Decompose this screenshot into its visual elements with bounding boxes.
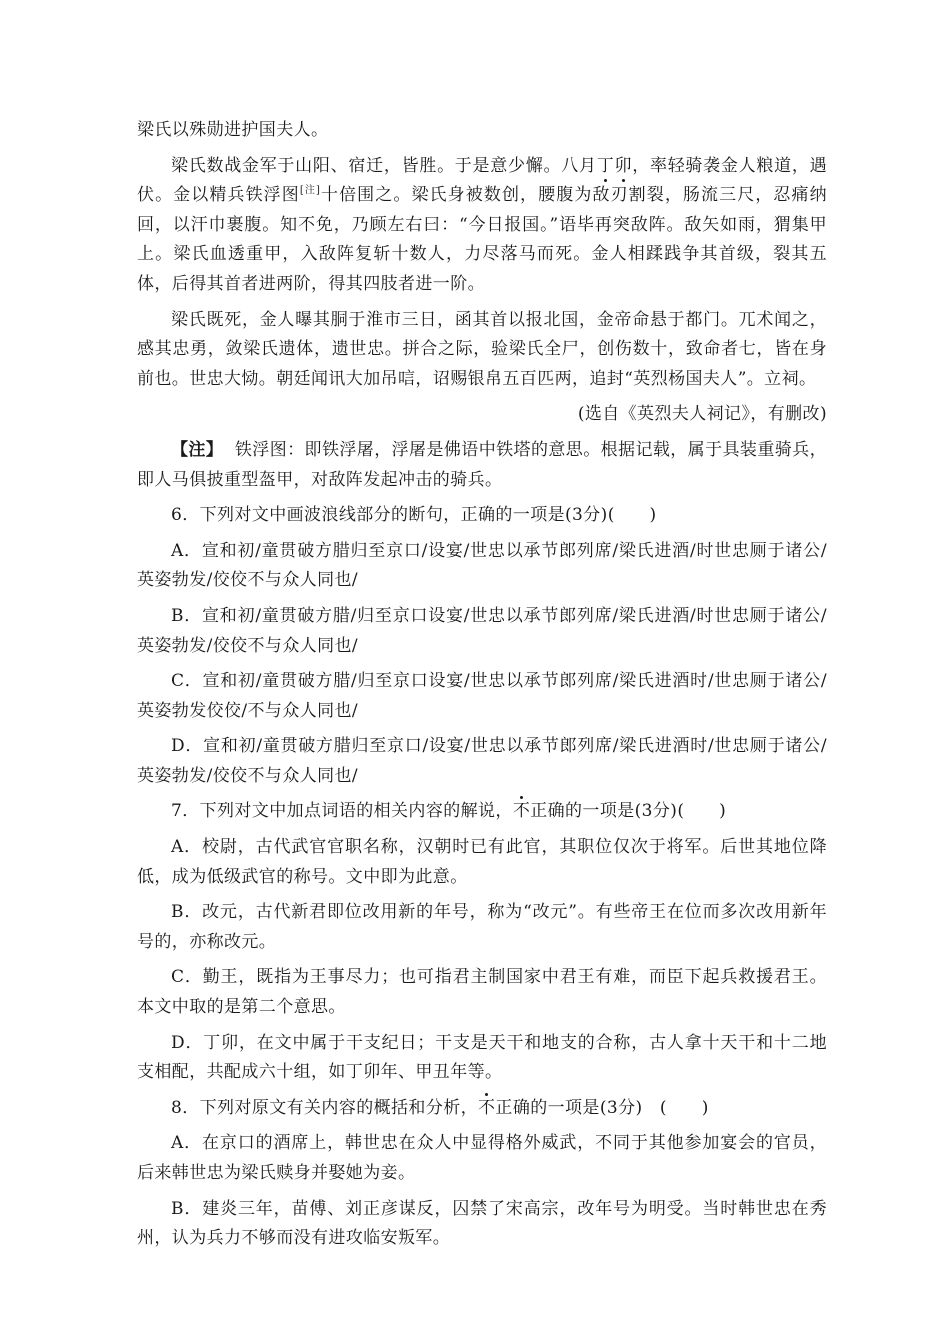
footnote-marker: [注] <box>299 185 321 197</box>
question-6-stem: 6．下列对文中画波浪线部分的断句，正确的一项是(3分)( ) <box>171 505 657 526</box>
passage-text: 梁氏数战金军于山阳、宿迁，皆胜。于是意少懈。八月 <box>171 155 597 176</box>
stem-text: 正确的一项是(3分) ( ) <box>495 1097 709 1118</box>
passage-text: 十倍围之。梁氏身被数创，腰腹为敌刃割裂，肠流三尺，忍痛纳回，以汗巾裹腹。知不免，乃顾左右曰：“今日报国。”语毕再突敌阵。敌矢如雨，猬集甲上。梁氏血透重甲，入敌阵复斩十数人，力尽落马而死。金人相蹂践争其首级，裂其五体，后得其首者进两阶，得其四肢者进一阶。 <box>137 185 827 294</box>
question-6-option-a: A．宣和初/童贯破方腊归至京口/设宴/世忠以承节郎列席/梁氏进酒/时世忠厕于诸公/英姿勃发/佼佼不与众人同也/ <box>137 540 827 591</box>
dotted-char: 不 <box>512 801 531 822</box>
annotation-note <box>137 436 827 495</box>
note-text: 铁浮图：即铁浮屠，浮屠是佛语中铁塔的意思。根据记载，属于具装重骑兵，即人马俱披重型盔甲，对敌阵发起冲击的骑兵。 <box>137 439 827 490</box>
source-citation: (选自《英烈夫人祠记》，有删改) <box>577 404 827 425</box>
dotted-char: 丁 <box>596 155 615 176</box>
question-6-option-d: D．宣和初/童贯破方腊归至京口/设宴/世忠以承节郎列席/梁氏进酒时/世忠厕于诸公/英姿勃发/佼佼不与众人同也/ <box>137 736 827 786</box>
dotted-char: 不 <box>478 1097 496 1118</box>
passage-paragraph-0 <box>137 116 827 146</box>
note-label: 【注】 <box>171 439 224 460</box>
question-8-option-b: B．建炎三年，苗傅、刘正彦谋反，囚禁了宋高宗，改年号为明受。当时韩世忠在秀州，认为兵力不够而没有进攻临安叛军。 <box>137 1198 827 1249</box>
passage-text: 梁氏以殊勋进护国夫人。 <box>137 120 329 140</box>
passage-paragraph-2 <box>137 306 827 395</box>
question-7-option-c: C．勤王，既指为王事尽力；也可指君主制国家中君王有难，而臣下起兵救援君王。本文中取的是第二个意思。 <box>137 967 827 1018</box>
question-8-option-a: A．在京口的酒席上，韩世忠在众人中显得格外威武，不同于其他参加宴会的官员，后来韩世忠为梁氏赎身并娶她为妾。 <box>137 1133 827 1183</box>
stem-text: 正确的一项是(3分)( ) <box>530 801 727 822</box>
question-7-option-a: A．校尉，古代武官官职名称，汉朝时已有此官，其职位仅次于将军。后世其地位降低，成为低级武官的称号。文中即为此意。 <box>137 837 827 887</box>
stem-text: 7．下列对文中加点词语的相关内容的解说， <box>171 801 513 822</box>
passage-paragraph-1 <box>137 152 827 300</box>
question-7-option-d: D．丁卯，在文中属于干支纪日；干支是天干和地支的合称，古人拿十天干和十二地支相配，共配成六十组，如丁卯年、甲丑年等。 <box>137 1032 827 1083</box>
dotted-char: 卯 <box>614 155 633 176</box>
question-7-stem <box>137 797 827 827</box>
question-6-option-b: B．宣和初/童贯破方腊/归至京口设宴/世忠以承节郎列席/梁氏进酒/时世忠厕于诸公/英姿勃发/佼佼不与众人同也/ <box>137 605 827 656</box>
passage-text: 梁氏既死，金人曝其胴于淮市三日，函其首以报北国，金帝命悬于都门。兀术闻之，感其忠勇，敛梁氏遗体，遗世忠。拼合之际，验梁氏全尸，创伤数十，致命者七，皆在身前也。世忠大恸。朝廷闻讯大加吊唁，诏赐银帛五百匹两，追封“英烈杨国夫人”。立祠。 <box>137 309 827 389</box>
question-8-stem <box>137 1094 827 1124</box>
document-body <box>137 116 827 1260</box>
passage-text: ，率轻骑袭金人粮道，遇伏。金以精兵铁浮图 <box>137 155 827 206</box>
question-6-option-c: C．宣和初/童贯破方腊/归至京口设宴/世忠以承节郎列席/梁氏进酒时/世忠厕于诸公/英姿勃发佼佼/不与众人同也/ <box>137 671 827 721</box>
question-7-option-b: B．改元，古代新君即位改用新的年号，称为“改元”。有些帝王在位而多次改用新年号的，亦称改元。 <box>137 902 827 952</box>
stem-text: 8．下列对原文有关内容的概括和分析， <box>171 1097 479 1118</box>
